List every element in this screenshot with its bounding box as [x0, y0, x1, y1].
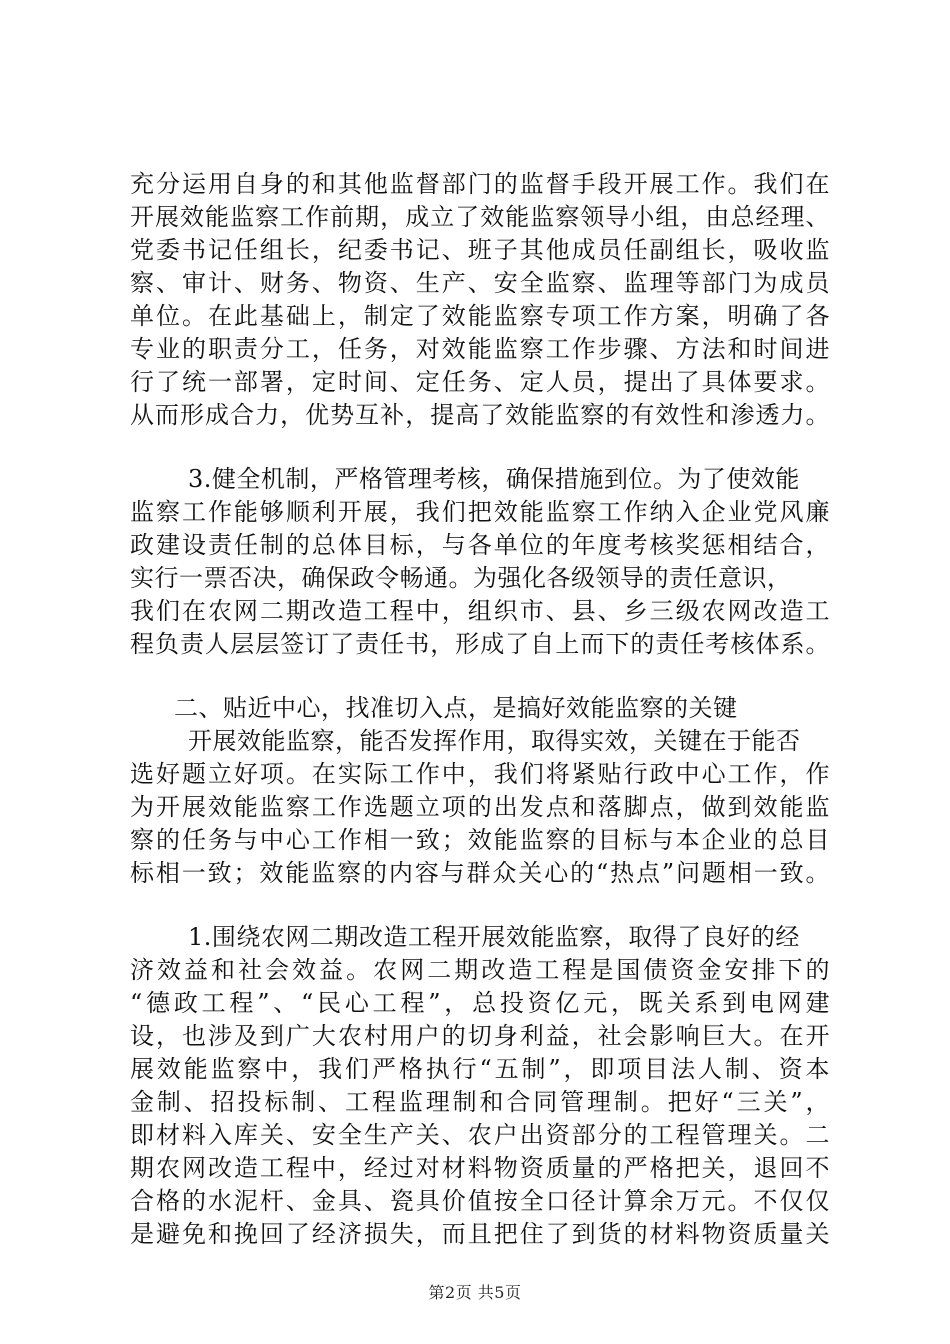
- text-line: 选好题立好项。在实际工作中，我们将紧贴行政中心工作，作: [130, 760, 830, 788]
- text-line: 合格的水泥杆、金具、瓷具价值按全口径计算余万元。不仅仅: [130, 1187, 830, 1215]
- text-line: 期农网改造工程中，经过对材料物资质量的严格把关，退回不: [130, 1154, 830, 1182]
- text-line: 开展效能监察工作前期，成立了效能监察领导小组，由总经理、: [130, 203, 830, 231]
- text-line: 1.围绕农网二期改造工程开展效能监察，取得了良好的经: [188, 923, 800, 951]
- text-line: 从而形成合力，优势互补，提高了效能监察的有效性和渗透力。: [130, 401, 830, 429]
- text-line: 3.健全机制，严格管理考核，确保措施到位。为了使效能: [188, 465, 800, 493]
- text-line: 行了统一部署，定时间、定任务、定人员，提出了具体要求。: [130, 368, 830, 396]
- text-line: 程负责人层层签订了责任书，形成了自上而下的责任考核体系。: [130, 630, 830, 658]
- text-line: “德政工程”、“民心工程”，总投资亿元，既关系到电网建: [130, 989, 830, 1017]
- text-line: 展效能监察中，我们严格执行“五制”，即项目法人制、资本: [130, 1055, 830, 1083]
- paragraph-gap: [130, 661, 830, 692]
- text-line: 察、审计、财务、物资、生产、安全监察、监理等部门为成员: [130, 269, 830, 297]
- text-line: 监察工作能够顺利开展，我们把效能监察工作纳入企业党风廉: [130, 498, 830, 526]
- text-line: 察的任务与中心工作相一致；效能监察的目标与本企业的总目: [130, 826, 830, 854]
- text-line: 为开展效能监察工作选题立项的出发点和落脚点，做到效能监: [130, 793, 830, 821]
- text-line: 单位。在此基础上，制定了效能监察专项工作方案，明确了各: [130, 302, 830, 330]
- text-line: 开展效能监察，能否发挥作用，取得实效，关键在于能否: [188, 727, 801, 755]
- document-body: [130, 168, 830, 1251]
- paragraph-gap: [130, 890, 830, 921]
- text-line: 是避免和挽回了经济损失，而且把住了到货的材料物资质量关: [130, 1220, 830, 1248]
- text-line: 专业的职责分工，任务，对效能监察工作步骤、方法和时间进: [130, 335, 830, 363]
- text-line: 金制、招投标制、工程监理制和合同管理制。把好“三关”，: [130, 1088, 830, 1116]
- text-line: 党委书记任组长，纪委书记、班子其他成员任副组长，吸收监: [130, 236, 830, 264]
- section-heading: 二、贴近中心，找准切入点，是搞好效能监察的关键: [174, 694, 738, 722]
- text-line: 我们在农网二期改造工程中，组织市、县、乡三级农网改造工: [130, 597, 830, 625]
- text-line: 实行一票否决，确保政令畅通。为强化各级领导的责任意识，: [130, 564, 792, 592]
- text-line: 即材料入库关、安全生产关、农户出资部分的工程管理关。二: [130, 1121, 830, 1149]
- text-line: 设，也涉及到广大农村用户的切身利益，社会影响巨大。在开: [130, 1022, 830, 1050]
- text-line: 政建设责任制的总体目标，与各单位的年度考核奖惩相结合，: [130, 531, 830, 559]
- paragraph-gap: [130, 432, 830, 463]
- text-line: 标相一致；效能监察的内容与群众关心的“热点”问题相一致。: [130, 859, 830, 887]
- text-line: 济效益和社会效益。农网二期改造工程是国债资金安排下的: [130, 956, 830, 984]
- text-line: 充分运用自身的和其他监督部门的监督手段开展工作。我们在: [130, 170, 830, 198]
- page-footer: 第2页 共5页: [428, 1283, 522, 1302]
